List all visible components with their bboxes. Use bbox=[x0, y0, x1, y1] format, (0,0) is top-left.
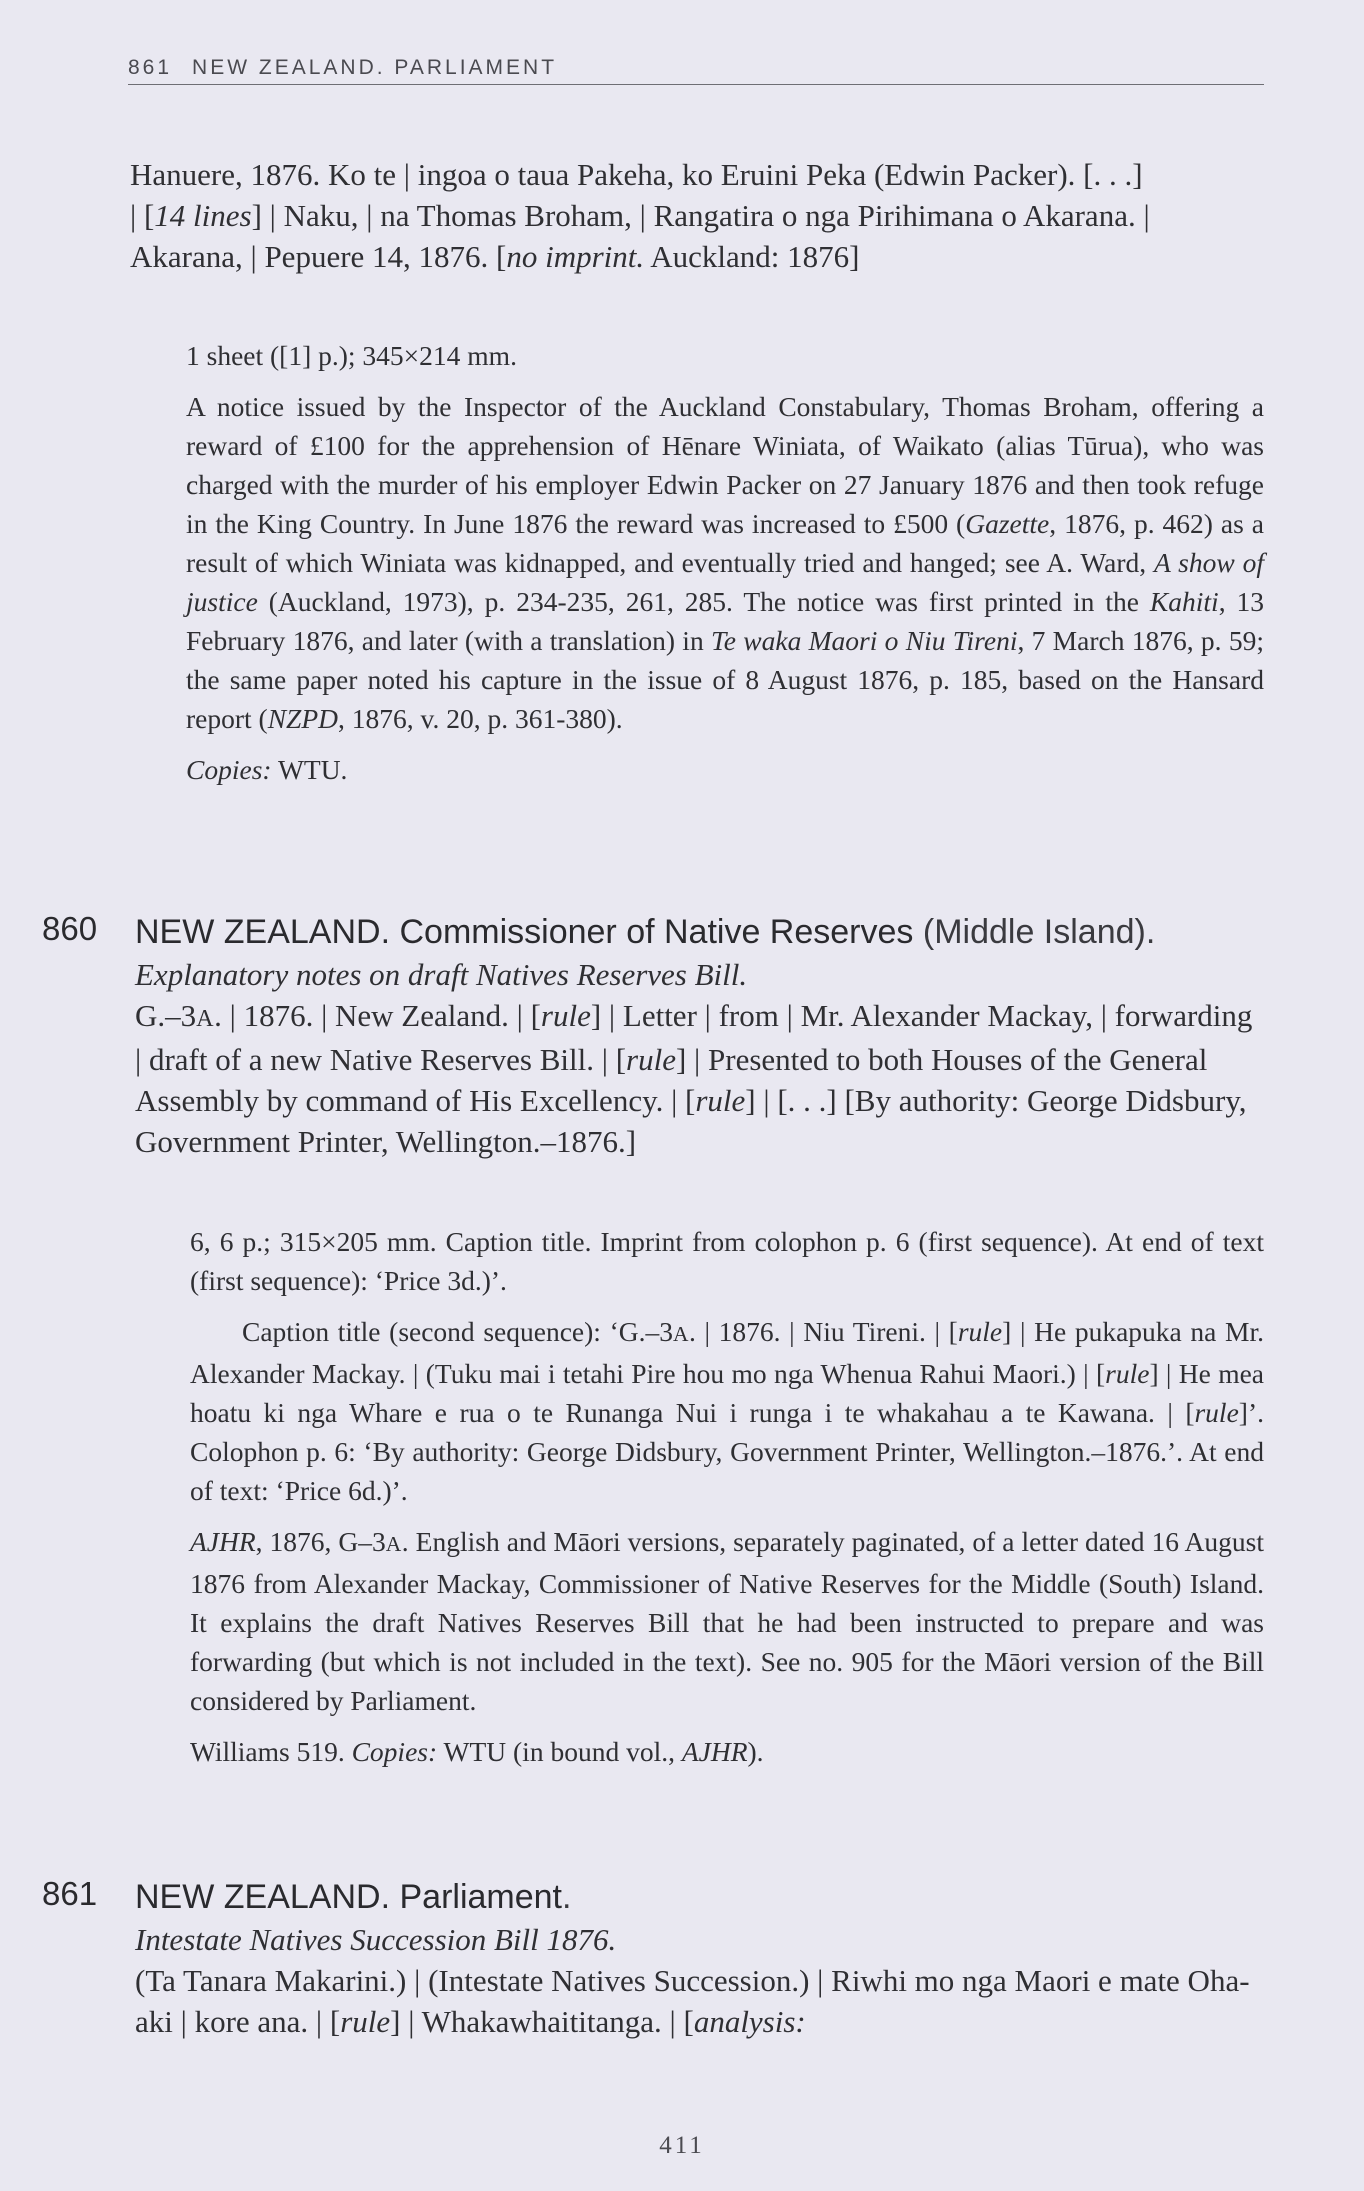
entry-number-860: 860 bbox=[42, 910, 98, 947]
entry-heading: NEW ZEALAND. Commissioner of Native Reserves (Middle Island). bbox=[135, 913, 1156, 951]
collation: 6, 6 p.; 315×205 mm. Caption title. Imprint from colophon p. 6 (first sequence). At end of text (first sequence): ‘Price 3d.)’. bbox=[190, 1226, 1264, 1296]
running-head-entry-number: 861 bbox=[128, 56, 173, 79]
transcription: (Ta Tanara Makarini.) | (Intestate Natives Succession.) | Riwhi mo nga Maori e mate Oha-aki | kore ana. | [rule] | Whakawhaititanga. | [analysis: bbox=[135, 1963, 1250, 2039]
entry-heading: NEW ZEALAND. Parliament. bbox=[135, 1878, 572, 1916]
running-head bbox=[128, 56, 1264, 85]
entry-title: Intestate Natives Succession Bill 1876. bbox=[135, 1922, 617, 1957]
entry-861 bbox=[135, 1875, 1265, 2042]
transcription: G.–3A. | 1876. | New Zealand. | [rule] | Letter | from | Mr. Alexander Mackay, | forwarding | draft of a new Native Reserves Bill. | [rule] | Presented to both Houses of the General Assembly by command of His Excellency. | [rule] | [. . .] [By authority: George Didsbury, Government Printer, Wellington.–1876.] bbox=[135, 998, 1253, 1159]
entry-859-notes bbox=[186, 336, 1264, 801]
collation: 1 sheet ([1] p.); 345×214 mm. bbox=[186, 340, 517, 371]
running-head-section: NEW ZEALAND. PARLIAMENT bbox=[192, 56, 558, 79]
entry-860 bbox=[135, 910, 1265, 1162]
description: A notice issued by the Inspector of the Auckland Constabulary, Thomas Broham, offering a reward of £100 for the apprehension of Hēnare Winiata, of Waikato (alias Tūrua), who was charged with the murder of his employer Edwin Packer on 27 January 1876 and then took refuge in the King Country. In June 1876 the reward was increased to £500 (Gazette, 1876, p. 462) as a result of which Winiata was kidnapped, and eventually tried and hanged; see A. Ward, A show of justice (Auckland, 1973), p. 234-235, 261, 285. The notice was first printed in the Kahiti, 13 February 1876, and later (with a translation) in Te waka Maori o Niu Tireni, 7 March 1876, p. 59; the same paper noted his capture in the issue of 8 August 1876, p. 185, based on the Hansard report (NZPD, 1876, v. 20, p. 361-380). bbox=[186, 391, 1265, 734]
entry-number-861: 861 bbox=[42, 1875, 98, 1912]
page-number: 411 bbox=[659, 2132, 705, 2159]
entry-title: Explanatory notes on draft Natives Reserves Bill. bbox=[135, 957, 748, 992]
description: AJHR, 1876, G–3A. English and Māori versions, separately paginated, of a letter dated 16 August 1876 from Alexander Mackay, Commissioner of Native Reserves for the Middle (South) Island. It explains the draft Natives Reserves Bill that he had been instructed to prepare and was forwarding (but which is not included in the text). See no. 905 for the Māori version of the Bill considered by Parliament. bbox=[190, 1526, 1264, 1716]
caption-note: Caption title (second sequence): ‘G.–3A. | 1876. | Niu Tireni. | [rule] | He pukapuka na Mr. Alexander Mackay. | (Tuku mai i tetahi Pire hou mo nga Whenua Rahui Maori.) | [rule] | He mea hoatu ki nga Whare e rua o te Runanga Nui i runga i te whakahau a te Kawana. | [rule]’. Colophon p. 6: ‘By authority: George Didsbury, Government Printer, Wellington.–1876.’. At end of text: ‘Price 6d.)’. bbox=[190, 1316, 1264, 1506]
entry-860-notes bbox=[190, 1222, 1264, 1783]
copies-line: Copies: WTU. bbox=[186, 754, 348, 785]
entry-859-continuation: Hanuere, 1876. Ko te | ingoa o taua Pakeha, ko Eruini Peka (Edwin Packer). [. . .] | [14 lines] | Naku, | na Thomas Broham, | Rangatira o nga Pirihimana o Akarana. | Akarana, | Pepuere 14, 1876. [no imprint. Auckland: 1876] bbox=[130, 157, 1150, 274]
copies-line: Williams 519. Copies: WTU (in bound vol., AJHR). bbox=[190, 1736, 764, 1767]
